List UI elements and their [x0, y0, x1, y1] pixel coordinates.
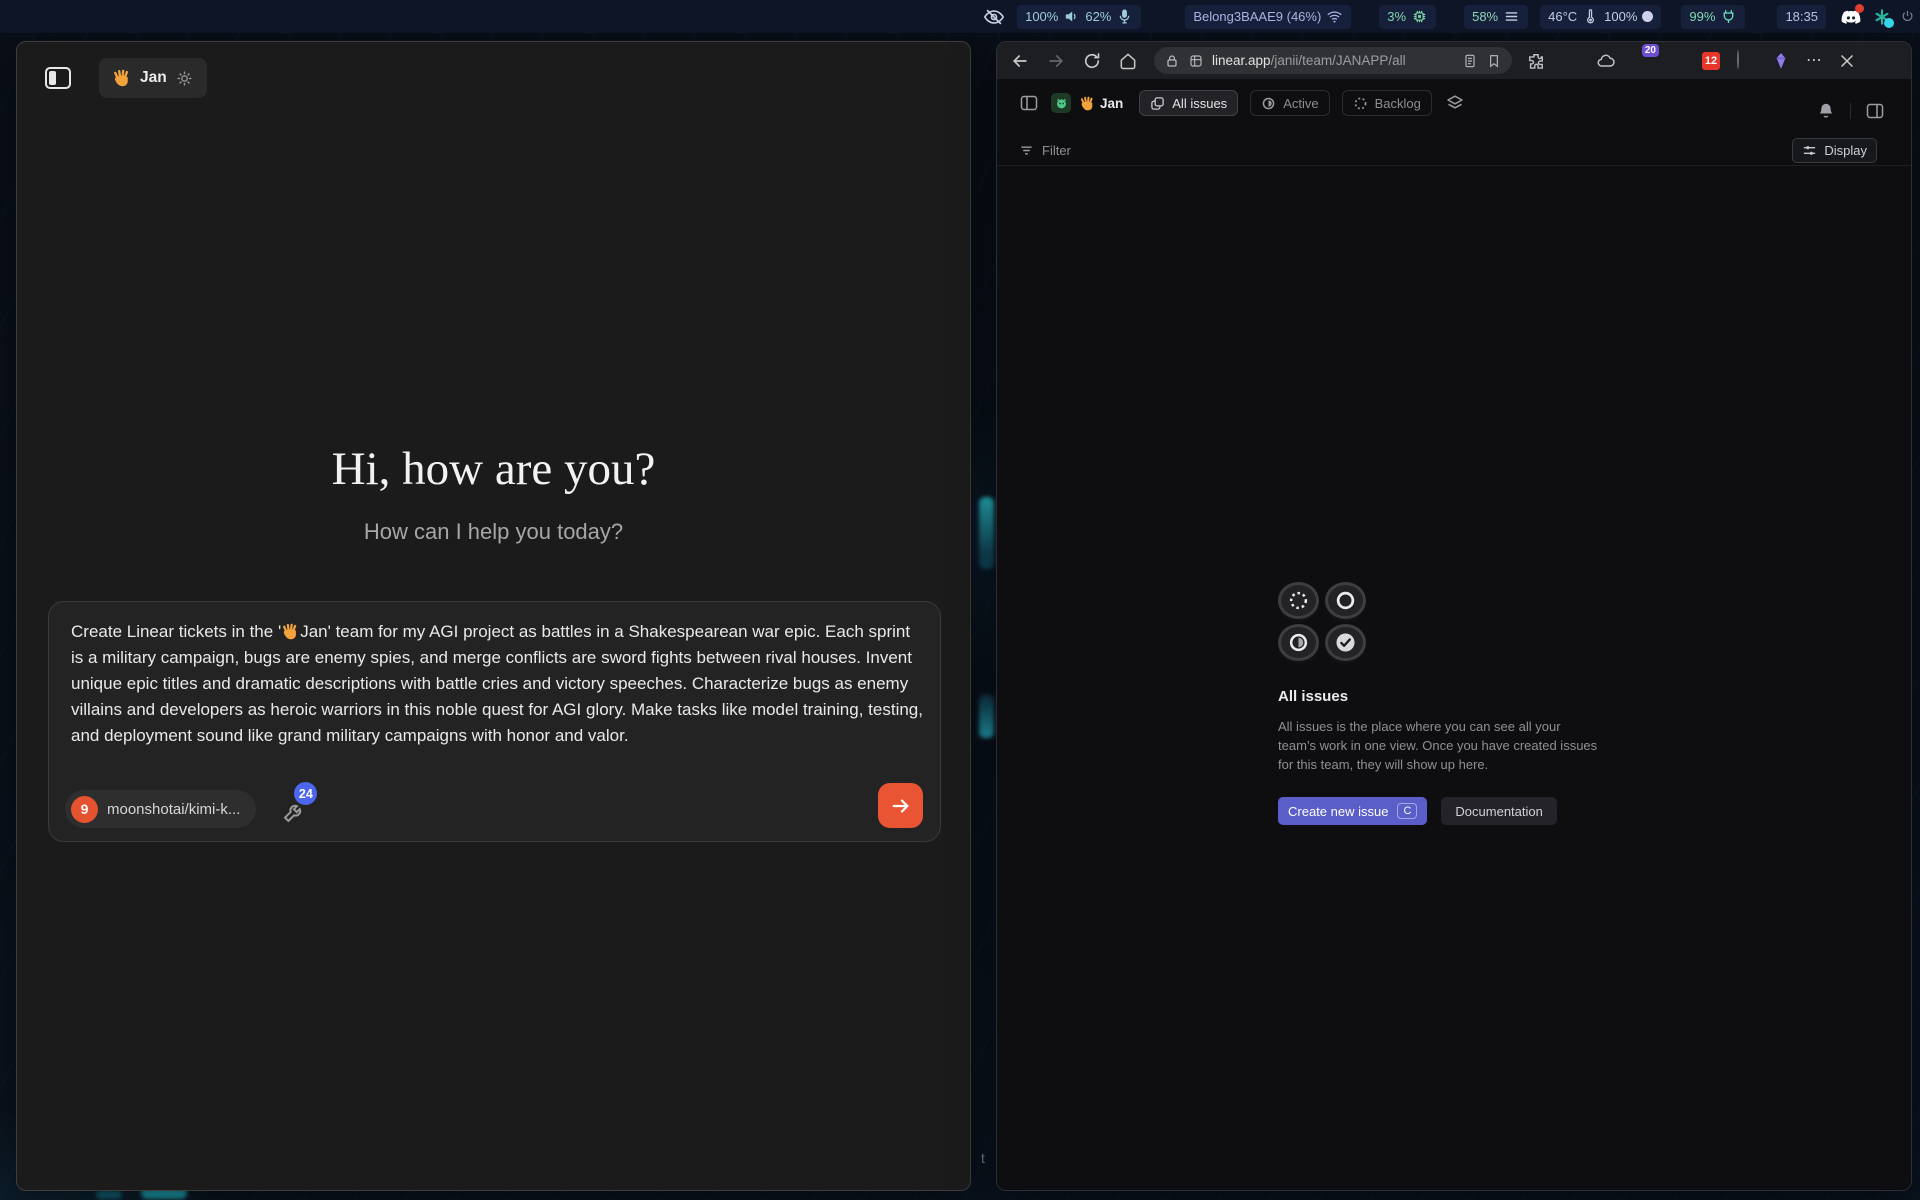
tab-label: Active [1283, 95, 1319, 111]
extension-badge: 20 [1642, 44, 1659, 57]
model-provider-badge: 9 [71, 796, 98, 823]
filter-button[interactable] [1019, 143, 1071, 158]
linear-header-right [1816, 95, 1885, 127]
create-new-issue-label: Create new issue [1288, 803, 1389, 819]
volume-status [1017, 5, 1141, 29]
prompt-text-part1: Create Linear tickets in the ' [71, 622, 282, 641]
close-icon[interactable] [1837, 51, 1857, 71]
sidebar-toggle-icon[interactable] [45, 67, 71, 89]
empty-state-title: All issues [1278, 688, 1349, 705]
extension-counter-icon[interactable] [1701, 51, 1721, 71]
tab-backlog[interactable] [1342, 90, 1432, 116]
desktop-glow [979, 694, 994, 738]
status-coins [1278, 582, 1648, 661]
history-clock-icon[interactable] [1736, 51, 1756, 71]
burst-dot [1884, 18, 1894, 28]
browser-menu-icon[interactable]: ⋯ [1806, 51, 1823, 69]
memory-value: 58% [1472, 9, 1499, 24]
backlog-status-icon [1278, 582, 1319, 619]
plug-icon [1720, 8, 1737, 25]
documentation-button[interactable]: Documentation [1441, 797, 1556, 825]
tab-label: All issues [1172, 95, 1228, 111]
wave-hand-icon [1080, 96, 1095, 111]
views-layers-icon[interactable] [1445, 93, 1465, 113]
tools-count-badge: 24 [294, 782, 317, 805]
battery-value: 100% [1604, 9, 1638, 24]
extension-gem-icon[interactable] [1771, 51, 1791, 71]
reader-mode-icon[interactable] [1462, 53, 1478, 69]
power-status [1681, 5, 1745, 29]
url-text[interactable] [1212, 53, 1454, 68]
memory-status [1464, 5, 1528, 29]
linear-page [997, 79, 1911, 1191]
forward-icon[interactable] [1046, 51, 1066, 71]
tab-all-issues[interactable] [1139, 90, 1238, 116]
eye-off-icon [983, 6, 1005, 28]
jan-header [17, 42, 970, 114]
display-button[interactable] [1792, 138, 1877, 163]
panel-right-icon[interactable] [1865, 101, 1885, 121]
gpu-status [1379, 5, 1436, 29]
temperature-status [1540, 5, 1661, 29]
power-icon[interactable] [1900, 9, 1915, 24]
mic-value: 62% [1085, 9, 1112, 24]
gpu-value: 3% [1387, 9, 1407, 24]
team-avatar[interactable] [1051, 93, 1071, 113]
in-progress-status-icon [1278, 624, 1319, 661]
site-permissions-icon[interactable] [1188, 53, 1204, 69]
desktop-stray-text: t [981, 1150, 985, 1166]
reload-icon[interactable] [1082, 51, 1102, 71]
disk-value: 99% [1689, 9, 1716, 24]
account-avatar-icon[interactable] [1561, 51, 1581, 71]
bookmark-icon[interactable] [1486, 53, 1502, 69]
burst-icon[interactable] [1872, 7, 1892, 27]
extensions-puzzle-icon[interactable] [1526, 51, 1546, 71]
wave-hand-icon [282, 623, 299, 640]
home-icon[interactable] [1118, 51, 1138, 71]
gear-icon[interactable] [176, 70, 193, 87]
browser-toolbar [997, 42, 1911, 79]
wave-hand-icon [113, 69, 131, 87]
shortcut-key-badge: C [1397, 803, 1417, 819]
todo-status-icon [1325, 582, 1366, 619]
team-name: Jan [1100, 95, 1124, 111]
back-icon[interactable] [1010, 51, 1030, 71]
clock-status [1777, 5, 1826, 29]
prompt-text-part2: Jan' team for my AGI project as battles in a Shakespearean war epic. Each sprint is a military campaign, bugs are enemy spies, and merge conflicts are sword fights between rival houses. Invent unique epic titles and dramatic descriptions with battle cries and victory speeches. Characterize bugs as enemy villains and developers as heroic warriors in this noble quest for AGI glory. Make tasks like model training, testing, and deployment sound like grand military campaigns with honor and valor. [71, 622, 923, 745]
status-bar [0, 0, 1920, 33]
arrow-right-icon [890, 795, 912, 817]
prompt-text[interactable] [71, 619, 923, 749]
prompt-input[interactable] [48, 601, 941, 842]
panel-left-icon[interactable] [1019, 93, 1039, 113]
thread-title: Jan [140, 69, 167, 86]
team-name-label [1080, 96, 1123, 111]
jan-app-window [16, 41, 971, 1191]
filter-bar [997, 135, 1911, 166]
display-label: Display [1824, 143, 1867, 158]
dashed-circle-icon [1353, 96, 1368, 111]
empty-desc-line: team’s work in one view. Once you have created issues [1278, 738, 1598, 753]
url-path: /janii/team/JANAPP/all [1270, 53, 1406, 68]
create-new-issue-button[interactable] [1278, 797, 1427, 825]
desktop-glow [979, 497, 994, 569]
network-name: Belong3BAAE9 (46%) [1193, 9, 1322, 24]
model-selector[interactable] [65, 790, 256, 828]
discord-notification-dot [1855, 4, 1864, 13]
status-dot-icon [1642, 11, 1653, 22]
chip-icon [1411, 8, 1428, 25]
microphone-icon [1116, 8, 1133, 25]
prompt-toolbar [65, 786, 313, 828]
empty-state [1278, 582, 1648, 825]
empty-desc-line: for this team, they will show up here. [1278, 757, 1489, 772]
tab-label: Backlog [1374, 95, 1421, 111]
extension-hamster-icon[interactable] [1666, 51, 1686, 71]
sliders-icon [1802, 143, 1817, 158]
volume-value: 100% [1025, 9, 1059, 24]
greeting-subtitle: How can I help you today? [363, 519, 624, 544]
tab-active[interactable] [1250, 90, 1329, 116]
linear-header [997, 87, 1911, 119]
network-status [1185, 5, 1351, 29]
empty-state-description [1278, 717, 1648, 774]
half-circle-icon [1261, 96, 1276, 111]
filter-label: Filter [1042, 142, 1071, 158]
menu-lines-icon [1503, 8, 1520, 25]
extension-purple-icon[interactable] [1631, 44, 1656, 71]
model-name: moonshotai/kimi-k... [107, 800, 241, 818]
divider [1850, 103, 1851, 119]
greeting-title: Hi, how are you? [331, 443, 656, 495]
thermometer-icon [1582, 8, 1599, 25]
speaker-icon [1063, 8, 1080, 25]
cloud-icon[interactable] [1596, 51, 1616, 71]
url-host: linear.app [1212, 53, 1271, 68]
clock-value: 18:35 [1785, 9, 1818, 24]
empty-state-actions [1278, 797, 1648, 825]
temperature-value: 46°C [1548, 9, 1578, 24]
discord-icon[interactable] [1840, 6, 1862, 28]
browser-window [996, 41, 1912, 1191]
thread-title-pill[interactable] [99, 58, 207, 98]
done-status-icon [1325, 624, 1366, 661]
copy-icon [1150, 96, 1165, 111]
wifi-icon [1326, 8, 1343, 25]
notifications-bell-icon[interactable] [1816, 101, 1836, 121]
lock-icon[interactable] [1164, 53, 1180, 69]
funnel-icon [1019, 143, 1034, 158]
tools-button[interactable] [282, 786, 313, 824]
address-bar[interactable] [1154, 47, 1512, 74]
send-button[interactable] [878, 783, 923, 828]
desktop-glow [96, 1190, 122, 1199]
extension-red-badge: 12 [1702, 52, 1720, 70]
empty-desc-line: All issues is the place where you can see all your [1278, 719, 1561, 734]
